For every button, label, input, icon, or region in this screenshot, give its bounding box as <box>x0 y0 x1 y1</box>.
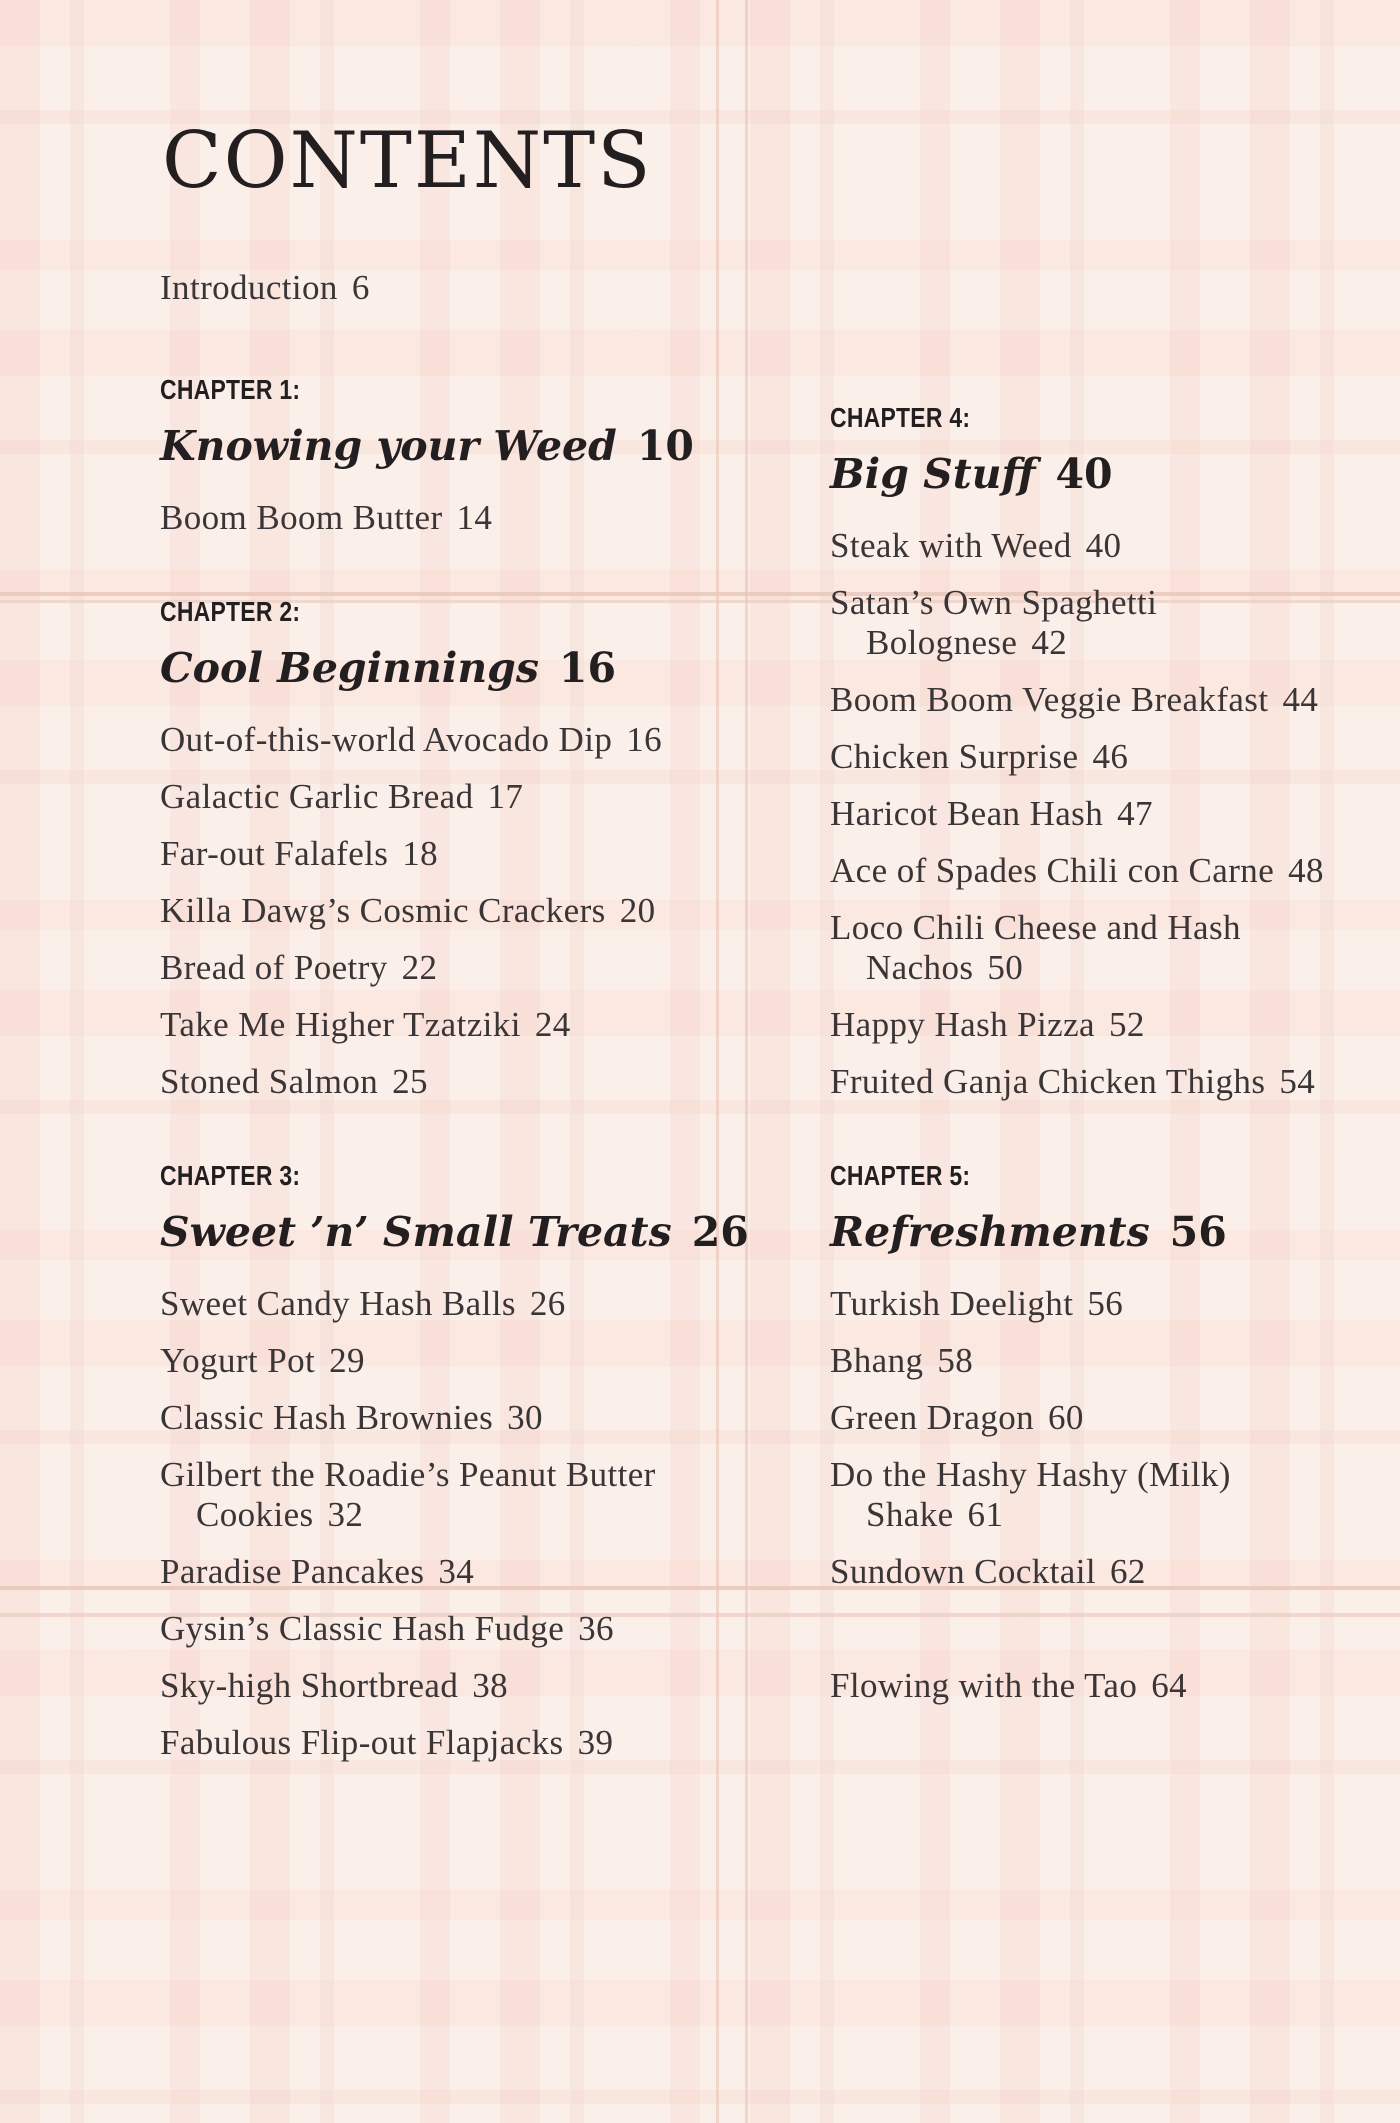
entry-title: Ace of Spades Chili con Carne <box>830 851 1275 890</box>
toc-entry[interactable] <box>160 1552 800 1592</box>
toc-entry[interactable] <box>830 851 1360 891</box>
entry-title: Sweet Candy Hash Balls <box>160 1284 516 1323</box>
entry-page: 34 <box>438 1552 475 1591</box>
entry-page: 64 <box>1151 1666 1188 1705</box>
toc-entry[interactable] <box>160 1723 800 1763</box>
entry-title: Flowing with the Tao <box>830 1666 1138 1705</box>
chapter-3-section <box>160 1160 800 1763</box>
entry-page: 20 <box>619 891 656 930</box>
entry-page: 39 <box>577 1723 614 1762</box>
chapter-1-label: CHAPTER 1: <box>160 374 301 405</box>
toc-entry[interactable] <box>160 1005 800 1045</box>
entry-title: Bread of Poetry <box>160 948 388 987</box>
entry-page: 14 <box>456 498 493 537</box>
entry-title: Paradise Pancakes <box>160 1552 425 1591</box>
entry-page: 30 <box>507 1398 543 1437</box>
toc-entry[interactable] <box>830 1284 1360 1324</box>
chapter-2-label: CHAPTER 2: <box>160 596 301 627</box>
entry-title: Fruited Ganja Chicken Thighs <box>830 1062 1266 1101</box>
entry-page: 24 <box>534 1005 571 1044</box>
entry-title: Loco Chili Cheese and Hash Nachos <box>830 908 1241 987</box>
entry-title: Galactic Garlic Bread <box>160 777 474 816</box>
entry-page: 38 <box>472 1666 509 1705</box>
entry-page: 6 <box>351 268 370 307</box>
chapter-title-text: Big Stuff <box>830 450 1036 498</box>
chapter-4-title[interactable] <box>830 450 1360 498</box>
chapter-5-label: CHAPTER 5: <box>830 1160 971 1191</box>
toc-entry[interactable] <box>160 1609 800 1649</box>
chapter-page: 26 <box>691 1208 749 1256</box>
toc-entry[interactable] <box>160 1398 800 1438</box>
chapter-1-section <box>160 374 800 538</box>
entry-title: Classic Hash Brownies <box>160 1398 494 1437</box>
chapter-2-section <box>160 596 800 1102</box>
toc-entry[interactable] <box>160 1666 800 1706</box>
entry-page: 44 <box>1282 680 1319 719</box>
page-title: CONTENTS <box>162 116 653 206</box>
chapter-3-label: CHAPTER 3: <box>160 1160 301 1191</box>
entry-page: 16 <box>626 720 663 759</box>
entry-title: Yogurt Pot <box>160 1341 316 1380</box>
toc-entry[interactable] <box>830 908 1360 988</box>
entry-page: 56 <box>1087 1284 1124 1323</box>
contents-column-right <box>830 402 1360 1764</box>
entry-title: Take Me Higher Tzatziki <box>160 1005 521 1044</box>
entry-title: Killa Dawg’s Cosmic Crackers <box>160 891 606 930</box>
entry-page: 50 <box>987 948 1024 987</box>
entry-title: Sky-high Shortbread <box>160 1666 459 1705</box>
entry-page: 22 <box>401 948 438 987</box>
entry-page: 52 <box>1108 1005 1145 1044</box>
entry-title: Turkish Deelight <box>830 1284 1074 1323</box>
chapter-3-title[interactable] <box>160 1208 800 1256</box>
entry-page: 62 <box>1109 1552 1146 1591</box>
entry-title: Gysin’s Classic Hash Fudge <box>160 1609 565 1648</box>
entry-page: 60 <box>1048 1398 1084 1437</box>
toc-entry-introduction[interactable] <box>160 268 800 308</box>
toc-entry[interactable] <box>160 777 800 817</box>
toc-entry[interactable] <box>160 834 800 874</box>
toc-entry[interactable] <box>160 720 800 760</box>
chapter-page: 10 <box>636 422 694 470</box>
toc-entry[interactable] <box>830 1341 1360 1381</box>
entry-title: Bhang <box>830 1341 924 1380</box>
entry-title: Steak with Weed <box>830 526 1072 565</box>
entry-title: Satan’s Own Spaghetti Bolognese <box>830 583 1158 662</box>
entry-page: 46 <box>1092 737 1129 776</box>
chapter-title-text: Sweet ’n’ Small Treats <box>160 1208 672 1256</box>
chapter-title-text: Cool Beginnings <box>160 644 539 692</box>
chapter-title-text: Refreshments <box>830 1208 1150 1256</box>
entry-page: 29 <box>329 1341 365 1380</box>
entry-title: Gilbert the Roadie’s Peanut Butter Cookies <box>160 1455 656 1534</box>
toc-entry[interactable] <box>160 1455 800 1535</box>
entry-page: 58 <box>937 1341 974 1380</box>
entry-page: 26 <box>529 1284 566 1323</box>
chapter-4-section <box>830 402 1360 1102</box>
entry-title: Fabulous Flip-out Flapjacks <box>160 1723 564 1762</box>
chapter-title-text: Knowing your Weed <box>160 422 617 470</box>
entry-page: 40 <box>1085 526 1122 565</box>
toc-entry[interactable] <box>830 583 1360 663</box>
entry-title: Out-of-this-world Avocado Dip <box>160 720 613 759</box>
entry-page: 42 <box>1031 623 1068 662</box>
entry-page: 18 <box>402 834 439 873</box>
chapter-page: 40 <box>1055 450 1113 498</box>
entry-title: Do the Hashy Hashy (Milk) Shake <box>830 1455 1231 1534</box>
entry-page: 48 <box>1288 851 1324 890</box>
toc-entry[interactable] <box>830 526 1360 566</box>
entry-title: Boom Boom Butter <box>160 498 443 537</box>
toc-entry[interactable] <box>830 1455 1360 1535</box>
toc-entry[interactable] <box>830 1552 1360 1592</box>
chapter-4-label: CHAPTER 4: <box>830 402 971 433</box>
entry-title: Green Dragon <box>830 1398 1035 1437</box>
entry-page: 32 <box>327 1495 364 1534</box>
toc-entry[interactable] <box>830 737 1360 777</box>
entry-title: Sundown Cocktail <box>830 1552 1096 1591</box>
chapter-1-title[interactable] <box>160 422 800 470</box>
contents-column-left <box>160 268 800 1821</box>
entry-page: 36 <box>578 1609 614 1648</box>
toc-entry[interactable] <box>830 794 1360 834</box>
entry-title: Far-out Falafels <box>160 834 389 873</box>
toc-entry[interactable] <box>160 1062 800 1102</box>
chapter-2-title[interactable] <box>160 644 800 692</box>
toc-entry[interactable] <box>830 680 1360 720</box>
entry-title: Haricot Bean Hash <box>830 794 1104 833</box>
chapter-page: 56 <box>1169 1208 1227 1256</box>
entry-page: 25 <box>392 1062 428 1101</box>
entry-title: Introduction <box>160 268 338 307</box>
entry-page: 61 <box>967 1495 1004 1534</box>
chapter-5-title[interactable] <box>830 1208 1360 1256</box>
entry-page: 17 <box>487 777 524 816</box>
toc-entry[interactable] <box>830 1398 1360 1438</box>
entry-page: 47 <box>1117 794 1153 833</box>
toc-entry[interactable] <box>160 498 800 538</box>
toc-entry[interactable] <box>160 891 800 931</box>
entry-page: 54 <box>1279 1062 1316 1101</box>
entry-title: Stoned Salmon <box>160 1062 379 1101</box>
entry-title: Happy Hash Pizza <box>830 1005 1095 1044</box>
chapter-5-section <box>830 1160 1360 1706</box>
toc-entry[interactable] <box>830 1062 1360 1102</box>
chapter-page: 16 <box>558 644 616 692</box>
toc-entry[interactable] <box>160 1341 800 1381</box>
toc-entry[interactable] <box>160 1284 800 1324</box>
toc-entry-closing[interactable] <box>830 1666 1360 1706</box>
entry-title: Chicken Surprise <box>830 737 1079 776</box>
toc-entry[interactable] <box>830 1005 1360 1045</box>
entry-title: Boom Boom Veggie Breakfast <box>830 680 1269 719</box>
toc-entry[interactable] <box>160 948 800 988</box>
